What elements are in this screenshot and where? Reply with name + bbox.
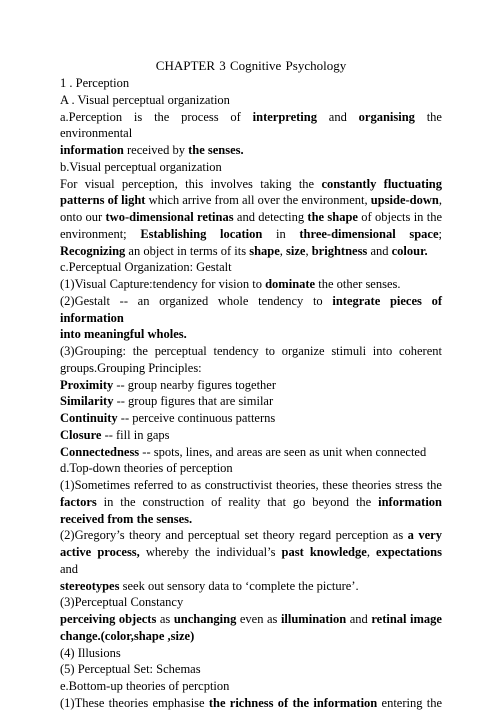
text-span: A . Visual perceptual organization bbox=[60, 92, 230, 107]
bold-text: size bbox=[286, 243, 306, 258]
bold-text: shape bbox=[249, 243, 280, 258]
text-span: -- group figures that are similar bbox=[113, 394, 274, 409]
text-span: (2)Gestalt -- an organized whole tendency to bbox=[60, 293, 333, 308]
text-span: onto our bbox=[60, 210, 106, 224]
text-span: , bbox=[438, 193, 442, 208]
text-line bbox=[60, 695, 442, 712]
text-line bbox=[60, 343, 442, 360]
text-line bbox=[60, 611, 442, 628]
bold-text: illumination bbox=[280, 612, 347, 626]
text-span: (1)Sometimes referred to as constructivist theories, these theories stress the bbox=[60, 478, 442, 492]
bold-text: past knowledge bbox=[281, 545, 367, 559]
text-line bbox=[60, 393, 442, 410]
bold-text: upside-down bbox=[370, 193, 439, 208]
text-span: and bbox=[367, 243, 392, 258]
text-line bbox=[60, 645, 442, 662]
text-span: and bbox=[316, 109, 359, 124]
bold-text: expectations bbox=[376, 545, 442, 559]
bold-text: Recognizing bbox=[60, 243, 126, 258]
bold-text: factors bbox=[60, 494, 97, 509]
text-line bbox=[60, 326, 442, 343]
text-span: -- perceive continuous patterns bbox=[117, 411, 276, 425]
text-span: and detecting bbox=[233, 210, 308, 224]
bold-text: the richness of the information bbox=[208, 695, 378, 710]
bold-text: integrate pieces of information bbox=[60, 293, 442, 325]
text-line bbox=[60, 92, 442, 109]
text-span: d.Top-down theories of perception bbox=[60, 461, 233, 476]
text-span: (5) Perceptual Set: Schemas bbox=[60, 662, 201, 677]
text-line bbox=[60, 360, 442, 377]
text-span: , bbox=[305, 243, 312, 258]
text-span: (3)Grouping: the perceptual tendency to organize stimuli into coherent bbox=[60, 344, 442, 358]
text-span: 1 . Perception bbox=[60, 76, 130, 90]
bold-text: perceiving objects bbox=[60, 612, 157, 626]
text-line bbox=[60, 427, 442, 444]
text-span: in bbox=[262, 226, 300, 241]
text-line bbox=[60, 209, 442, 226]
text-span: and bbox=[60, 561, 79, 576]
text-span: For visual perception, this involves taking the bbox=[60, 176, 322, 191]
text-line bbox=[60, 544, 442, 578]
text-span: ; bbox=[438, 226, 442, 241]
text-span: (4) Illusions bbox=[60, 645, 121, 660]
text-span: even as bbox=[236, 612, 281, 626]
text-span: (1)These theories emphasise bbox=[60, 695, 209, 710]
bold-text: two-dimensional retinas bbox=[105, 210, 234, 224]
text-line bbox=[60, 109, 442, 143]
bold-text: unchanging bbox=[173, 612, 237, 626]
text-span: b.Visual perceptual organization bbox=[60, 159, 222, 174]
bold-text: three-dimensional space bbox=[299, 226, 439, 241]
text-span: a.Perception is the process of bbox=[60, 109, 253, 124]
text-span: and bbox=[346, 612, 372, 626]
bold-text: Continuity bbox=[60, 411, 118, 425]
bold-text: Establishing bbox=[140, 226, 207, 241]
text-line bbox=[60, 460, 442, 477]
bold-text: colour. bbox=[391, 243, 428, 258]
text-line bbox=[60, 578, 442, 595]
bold-text: Similarity bbox=[60, 394, 114, 409]
text-line bbox=[60, 159, 442, 176]
text-line bbox=[60, 678, 442, 695]
bold-text: organising bbox=[358, 109, 415, 124]
text-line bbox=[60, 75, 442, 92]
text-span: the environmental bbox=[60, 109, 442, 141]
text-line bbox=[60, 276, 442, 293]
text-line bbox=[60, 259, 442, 276]
bold-text: the shape bbox=[307, 210, 358, 224]
bold-text: information bbox=[378, 494, 442, 509]
text-span: of objects in the bbox=[357, 210, 442, 224]
text-line bbox=[60, 226, 442, 243]
text-span: seek out sensory data to ‘complete the picture’. bbox=[119, 578, 359, 593]
text-span: (3)Perceptual Constancy bbox=[60, 595, 184, 610]
text-line bbox=[60, 494, 442, 511]
text-span: , bbox=[279, 243, 287, 258]
bold-text: received from the senses. bbox=[60, 511, 193, 526]
text-span: the other senses. bbox=[315, 277, 401, 291]
bold-text: information bbox=[60, 143, 124, 157]
bold-text: Connectedness bbox=[60, 444, 140, 459]
text-line bbox=[60, 142, 442, 159]
text-line bbox=[60, 377, 442, 394]
text-span: e.Bottom-up theories of percption bbox=[60, 679, 230, 693]
text-line bbox=[60, 410, 442, 427]
bold-text: change. bbox=[60, 628, 101, 643]
text-span: as bbox=[156, 612, 174, 626]
text-line bbox=[60, 477, 442, 494]
text-line bbox=[60, 661, 442, 678]
text-span: , bbox=[366, 545, 377, 559]
bold-text: (color,shape ,size) bbox=[100, 628, 195, 643]
chapter-title: CHAPTER 3 Cognitive Psychology bbox=[155, 58, 347, 73]
text-line bbox=[60, 444, 442, 461]
text-span: -- fill in gaps bbox=[101, 427, 170, 442]
text-span: in the construction of reality that go beyond the bbox=[96, 494, 379, 509]
text-span bbox=[206, 227, 220, 241]
text-span: which arrive from all over the environment, bbox=[145, 193, 371, 208]
text-span: received by bbox=[123, 143, 189, 157]
text-line bbox=[60, 628, 442, 645]
text-span: (1)Visual Capture:tendency for vision to bbox=[60, 277, 266, 291]
bold-text: into meaningful wholes. bbox=[60, 327, 187, 342]
text-span: c.Perceptual Organization: Gestalt bbox=[60, 260, 232, 275]
text-line bbox=[60, 243, 442, 260]
bold-text: constantly fluctuating bbox=[321, 176, 442, 191]
bold-text: location bbox=[219, 226, 263, 241]
text-span: an object in terms of its bbox=[125, 243, 250, 258]
text-line bbox=[60, 594, 442, 611]
bold-text: active process, bbox=[60, 545, 140, 559]
text-line bbox=[60, 527, 442, 544]
bold-text: the senses. bbox=[188, 143, 244, 157]
text-line bbox=[60, 192, 442, 209]
bold-text: Proximity bbox=[60, 377, 114, 392]
text-line bbox=[60, 511, 442, 528]
bold-text: a very bbox=[407, 528, 442, 543]
text-span: -- spots, lines, and areas are seen as unit when connected bbox=[139, 444, 427, 459]
text-span: (2)Gregory’s theory and perceptual set theory regard perception as bbox=[60, 528, 408, 543]
bold-text: Closure bbox=[60, 427, 102, 442]
bold-text: patterns of light bbox=[60, 193, 146, 208]
text-span: environment; bbox=[60, 226, 141, 241]
text-span: -- group nearby figures together bbox=[113, 377, 277, 392]
document-page bbox=[60, 57, 442, 712]
text-line bbox=[60, 176, 442, 193]
document-body bbox=[60, 75, 442, 712]
text-span: whereby the individual’s bbox=[139, 545, 282, 559]
text-span: groups.Grouping Principles: bbox=[60, 360, 202, 375]
bold-text: brightness bbox=[311, 243, 368, 258]
bold-text: retinal image bbox=[371, 612, 442, 626]
bold-text: stereotypes bbox=[60, 578, 120, 593]
text-line bbox=[60, 293, 442, 327]
bold-text: interpreting bbox=[252, 109, 317, 124]
bold-text: dominate bbox=[265, 277, 316, 291]
text-span: entering the bbox=[377, 695, 443, 710]
